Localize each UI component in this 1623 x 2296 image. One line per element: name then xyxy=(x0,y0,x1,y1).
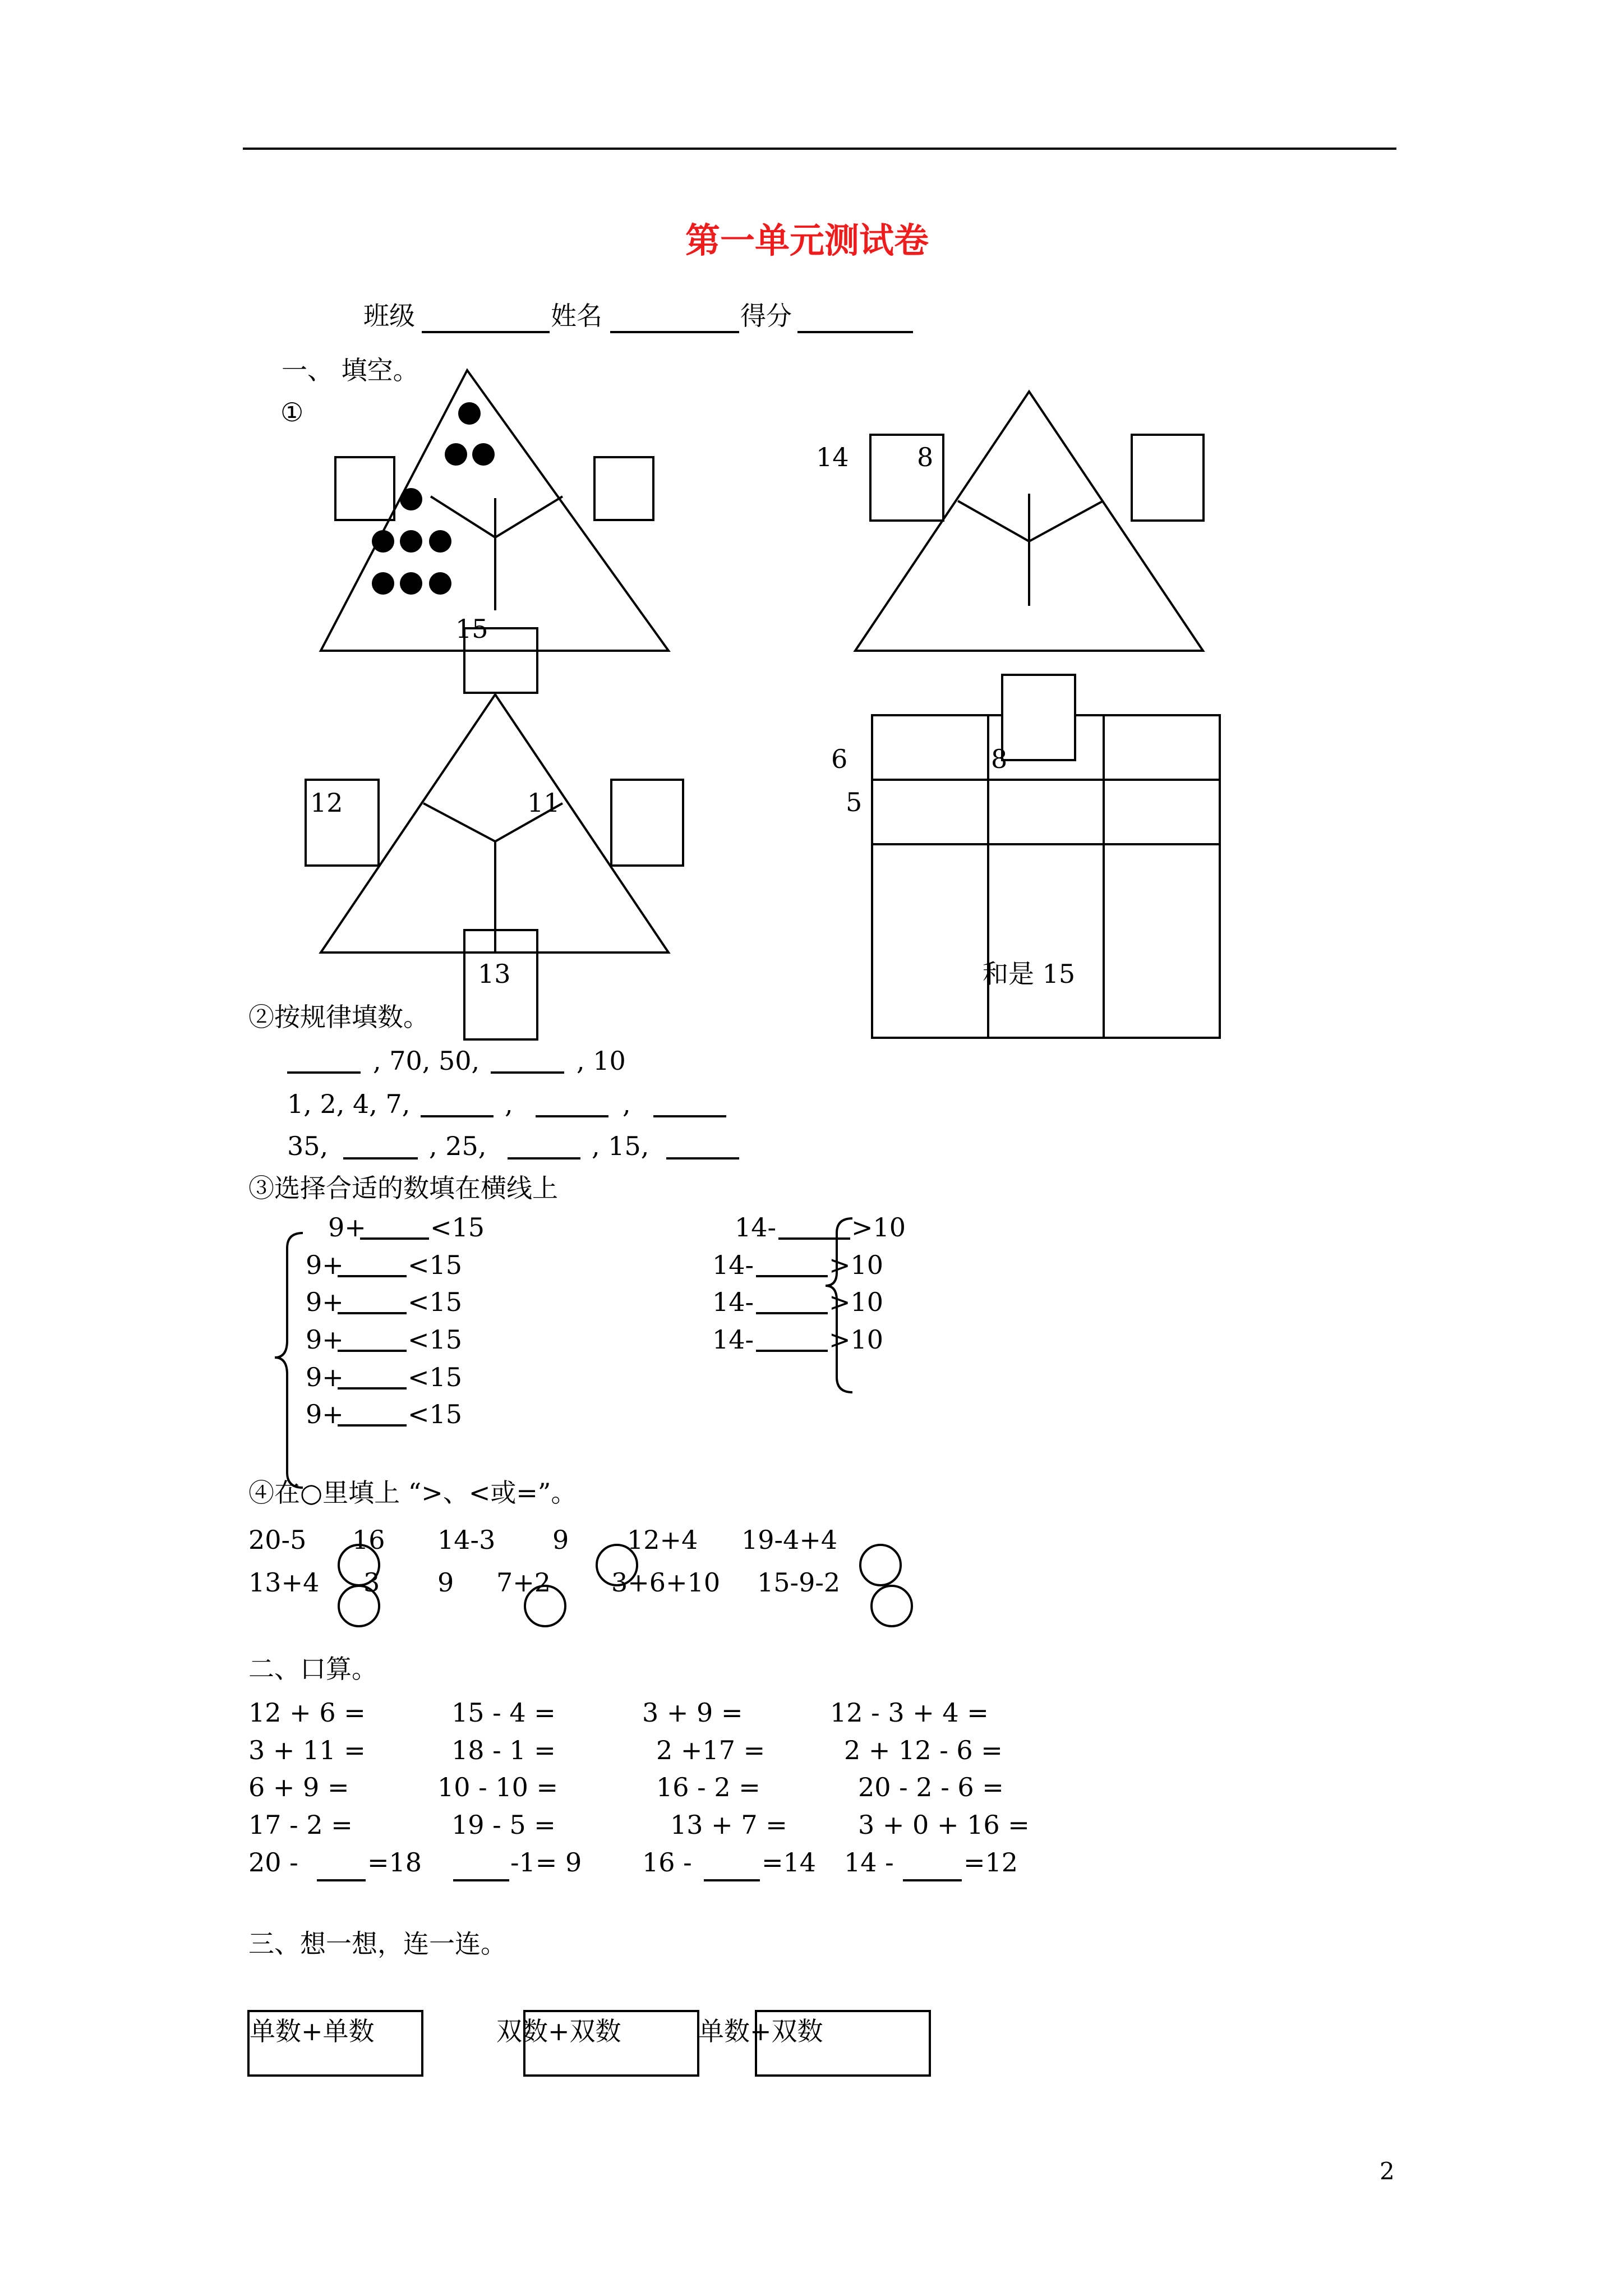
q2-row1-mid: , 70, 50, xyxy=(373,1046,480,1076)
q3-left-prefix: 9+ xyxy=(306,1324,344,1355)
q3-left-suffix: <15 xyxy=(408,1362,463,1392)
calc-item: 2 + 12 - 6 = xyxy=(844,1735,1003,1765)
q3-left-prefix: 9+ xyxy=(328,1212,366,1243)
fill-item: 16 - xyxy=(642,1847,692,1878)
match-box-3-label: 单数+双数 xyxy=(698,2016,823,2046)
fill-item: =14 xyxy=(762,1847,817,1878)
grid-number-8: 8 xyxy=(991,744,1008,774)
q3-label: ③选择合适的数填在横线上 xyxy=(248,1173,558,1203)
tri3-right-number: 11 xyxy=(527,788,560,818)
q3-right-suffix: >10 xyxy=(829,1287,884,1317)
q3-right-suffix: >10 xyxy=(829,1250,884,1280)
q1-marker: ① xyxy=(280,397,304,427)
q4-r1-expr: 14-3 xyxy=(437,1525,496,1555)
q4-r1-expr: 9 xyxy=(552,1525,569,1555)
q3-left-suffix: <15 xyxy=(408,1250,463,1280)
tri2-inner-number: 8 xyxy=(917,442,934,472)
tri3-left-number: 12 xyxy=(310,788,343,818)
q4-r2-expr: 13+4 xyxy=(248,1567,320,1598)
q2-row2-start: 1, 2, 4, 7, xyxy=(287,1089,411,1119)
calc-item: 17 - 2 = xyxy=(248,1810,353,1840)
grid-number-5: 5 xyxy=(846,787,863,817)
calc-item: 3 + 0 + 16 = xyxy=(858,1810,1030,1840)
q4-r2-expr: 3 xyxy=(363,1567,380,1598)
calc-item: 12 - 3 + 4 = xyxy=(830,1697,989,1728)
q3-right-suffix: >10 xyxy=(851,1212,906,1243)
fill-item: -1= 9 xyxy=(510,1847,582,1878)
q2-row1-end: , 10 xyxy=(577,1046,626,1076)
calc-item: 18 - 1 = xyxy=(451,1735,556,1765)
calc-item: 19 - 5 = xyxy=(451,1810,556,1840)
q2-row3-mid1: , 25, xyxy=(429,1131,487,1161)
q3-left-suffix: <15 xyxy=(408,1287,463,1317)
calc-item: 10 - 10 = xyxy=(437,1772,559,1802)
q4-r2-expr: 15-9-2 xyxy=(757,1567,841,1598)
fill-item: 14 - xyxy=(844,1847,894,1878)
section2-heading: 二、口算。 xyxy=(248,1654,377,1684)
page-title: 第一单元测试卷 xyxy=(685,220,929,261)
q3-right-prefix: 14- xyxy=(735,1212,777,1243)
q3-left-prefix: 9+ xyxy=(306,1362,344,1392)
q3-right-prefix: 14- xyxy=(712,1287,754,1317)
q4-r1-expr: 12+4 xyxy=(627,1525,698,1555)
calc-item: 16 - 2 = xyxy=(656,1772,760,1802)
q3-left-suffix: <15 xyxy=(408,1324,463,1355)
calc-item: 3 + 11 = xyxy=(248,1735,366,1765)
q3-left-prefix: 9+ xyxy=(306,1287,344,1317)
q2-row2-comma: , xyxy=(623,1089,631,1119)
match-box-2-label: 双数+双数 xyxy=(496,2016,621,2046)
grid-number-6: 6 xyxy=(831,744,848,774)
q3-left-suffix: <15 xyxy=(430,1212,485,1243)
q3-left-prefix: 9+ xyxy=(306,1250,344,1280)
q4-r1-expr: 20-5 xyxy=(248,1525,307,1555)
tri3-bottom-number: 13 xyxy=(478,959,511,989)
q3-left-suffix: <15 xyxy=(408,1399,463,1429)
match-box-1-label: 单数+单数 xyxy=(250,2016,375,2046)
tri2-left-number: 14 xyxy=(816,442,849,472)
q4-r1-expr: 16 xyxy=(352,1525,385,1555)
section3-heading: 三、想一想，连一连。 xyxy=(248,1929,506,1959)
q3-right-suffix: >10 xyxy=(829,1324,884,1355)
q4-label: ④在○里填上 “>、<或=”。 xyxy=(248,1478,577,1508)
q4-r1-expr: 19-4+4 xyxy=(741,1525,838,1555)
calc-item: 15 - 4 = xyxy=(451,1697,556,1728)
calc-item: 6 + 9 = xyxy=(248,1772,349,1802)
q3-left-prefix: 9+ xyxy=(306,1399,344,1429)
q2-row3-mid2: , 15, xyxy=(592,1131,649,1161)
score-label: 得分 xyxy=(740,301,792,331)
q2-row3-start: 35, xyxy=(287,1131,329,1161)
page-number: 2 xyxy=(1380,2157,1395,2185)
q2-row2-comma: , xyxy=(505,1089,513,1119)
q2-label: ②按规律填数。 xyxy=(248,1002,429,1032)
fill-item: =12 xyxy=(963,1847,1018,1878)
fill-item: =18 xyxy=(367,1847,422,1878)
calc-item: 13 + 7 = xyxy=(670,1810,787,1840)
q3-right-prefix: 14- xyxy=(712,1250,754,1280)
class-label: 班级 xyxy=(363,301,415,331)
calc-item: 2 +17 = xyxy=(656,1735,766,1765)
name-label: 姓名 xyxy=(551,301,602,331)
calc-item: 3 + 9 = xyxy=(642,1697,743,1728)
q4-r2-expr: 3+6+10 xyxy=(611,1567,721,1598)
q3-right-prefix: 14- xyxy=(712,1324,754,1355)
q4-r2-expr: 9 xyxy=(437,1567,454,1598)
q4-r2-expr: 7+2 xyxy=(496,1567,551,1598)
calc-item: 12 + 6 = xyxy=(248,1697,366,1728)
calc-item: 20 - 2 - 6 = xyxy=(858,1772,1004,1802)
section1-heading: 一、 填空。 xyxy=(282,355,419,385)
grid-sum-label: 和是 15 xyxy=(983,959,1076,989)
tri3-top-number: 15 xyxy=(455,614,488,644)
fill-item: 20 - xyxy=(248,1847,298,1878)
